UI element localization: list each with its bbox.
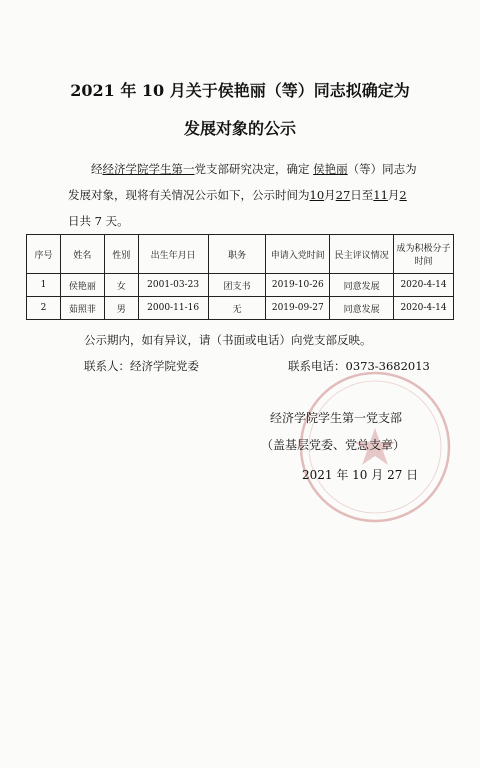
table-header-cell: 出生年月日 (138, 235, 208, 274)
candidate-name: 侯艳丽 (313, 162, 348, 176)
table-cell: 1 (27, 274, 61, 297)
table-header-cell: 申请入党时间 (266, 235, 330, 274)
table-cell: 侯艳丽 (60, 274, 104, 297)
table-cell: 茹照菲 (60, 297, 104, 320)
table-cell: 男 (104, 297, 138, 320)
table-row (27, 274, 454, 297)
document-title-line2: 发展对象的公示 (183, 119, 296, 138)
table-cell: 2020-4-14 (394, 274, 454, 297)
candidate-table (26, 234, 454, 320)
table-cell: 2019-09-27 (266, 297, 330, 320)
announcement-paragraph: 经经济学院学生第一党支部研究决定，确定 侯艳丽（等）同志为发展对象，现将有关情况公示如下，公示时间为10月27日至11月2日共 7 天。 (68, 162, 417, 228)
table-header-cell: 姓名 (60, 235, 104, 274)
table-cell: 团支书 (208, 274, 266, 297)
document-title-line1: 2021 年 10 月关于侯艳丽（等）同志拟确定为 (70, 81, 410, 100)
branch-name: 经济学院学生第一 (102, 162, 195, 176)
table-cell: 无 (208, 297, 266, 320)
table-cell: 2019-10-26 (266, 274, 330, 297)
table-cell: 女 (104, 274, 138, 297)
table-cell: 2001-03-23 (138, 274, 208, 297)
table-header-cell: 民主评议情况 (330, 235, 394, 274)
table-row (27, 297, 454, 320)
table-header-cell: 职务 (208, 235, 266, 274)
table-cell: 2020-4-14 (394, 297, 454, 320)
table-header-cell: 性别 (104, 235, 138, 274)
contact-person: 联系人：经济学院党委 (84, 359, 199, 373)
objection-notice: 公示期内，如有异议，请（书面或电话）向党支部反映。 (84, 333, 372, 347)
contact-phone: 联系电话：0373-3682013 (288, 359, 430, 373)
table-cell: 2 (27, 297, 61, 320)
table-header-cell: 序号 (27, 235, 61, 274)
table-cell: 同意发展 (330, 297, 394, 320)
stamp-note: （盖基层党委、党总支章） (261, 438, 406, 452)
signing-organization: 经济学院学生第一党支部 (270, 411, 403, 425)
table-header-row (27, 235, 454, 274)
table-header-cell: 成为积极分子时间 (394, 235, 454, 274)
signature-date: 2021 年 10 月 27 日 (302, 468, 419, 482)
table-cell: 2000-11-16 (138, 297, 208, 320)
table-cell: 同意发展 (330, 274, 394, 297)
